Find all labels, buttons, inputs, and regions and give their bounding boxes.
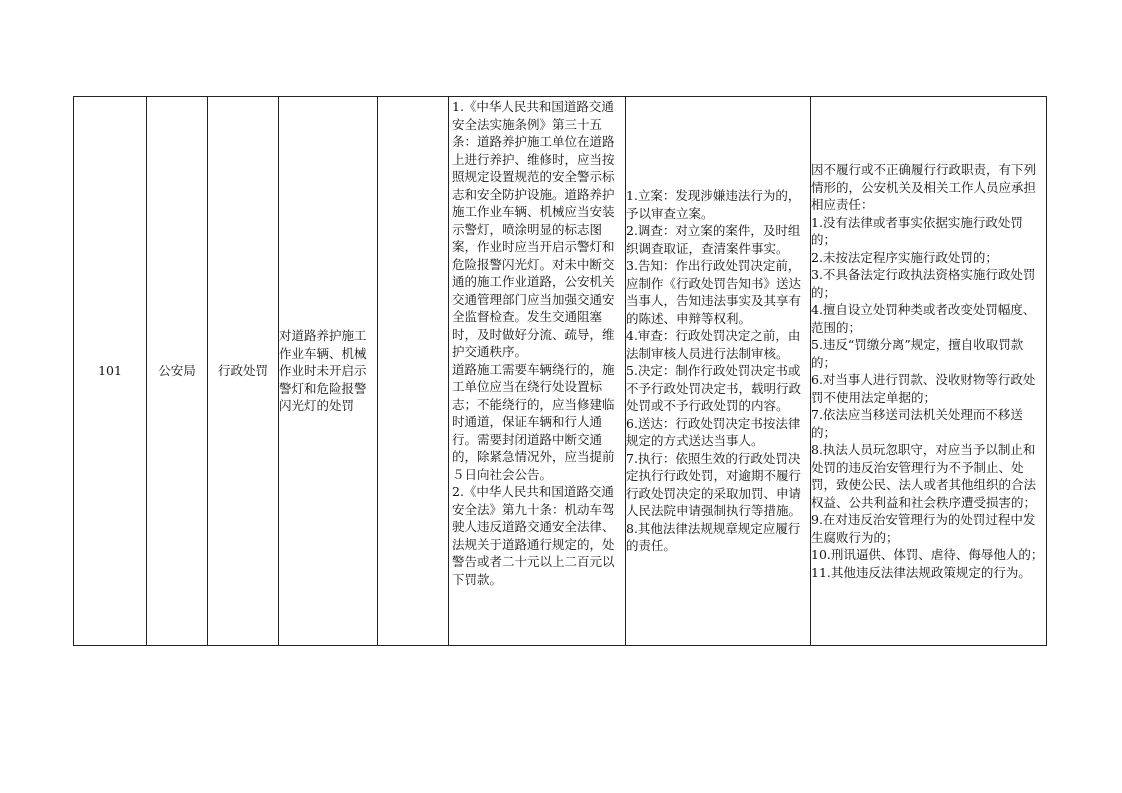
process-step: 6.送达：行政处罚决定书按法律规定的方式送达当事人。 xyxy=(626,415,801,449)
responsibility-item: 10.刑讯逼供、体罚、虐待、侮辱他人的； xyxy=(811,547,1044,562)
responsibility-item: 7.依法应当移送司法机关处理而不移送的； xyxy=(811,407,1023,440)
sub-item-cell xyxy=(378,97,449,646)
department-cell: 公安局 xyxy=(147,97,208,646)
basis-paragraph: 2.《中华人民共和国道路交通安全法》第九十条：机动车驾驶人违反道路交通安全法律、法规关于道路通行规定的，处警告或者二十元以上二百元以下罚款。 xyxy=(452,484,615,587)
responsibility-item: 2.未按法定程序实施行政处罚的； xyxy=(811,249,998,265)
responsibility-table xyxy=(73,96,1047,646)
responsibility-item: 6.对当事人进行罚款、没收财物等行政处罚不使用法定单据的； xyxy=(811,372,1036,405)
process-step: 3.告知：作出行政处罚决定前，应制作《行政处罚告知书》送达当事人，告知违法事实及其享有的陈述、申辩等权利。 xyxy=(626,258,802,326)
table-row xyxy=(74,97,1047,646)
row-number: 101 xyxy=(74,97,147,646)
process-step: 2.调查：对立案的案件，及时组织调查取证，查清案件事实。 xyxy=(626,223,801,256)
process-step: 4.审查：行政处罚决定之前，由法制审核人员进行法制审核。 xyxy=(626,328,801,361)
responsibility-item: 3.不具备法定行政执法资格实施行政处罚的； xyxy=(811,267,1036,300)
basis-paragraph: 道路施工需要车辆绕行的，施工单位应当在绕行处设置标志；不能绕行的，应当修建临时通道，保证车辆和行人通行。需要封闭道路中断交通的，除紧急情况外，应当提前５日向社会公告。 xyxy=(452,361,615,482)
process-step: 5.决定：制作行政处罚决定书或不予行政处罚决定书，载明行政处罚或不予行政处罚的内容。 xyxy=(626,363,802,414)
legal-basis-cell xyxy=(449,97,626,646)
process-step: 1.立案：发现涉嫌违法行为的，予以审查立案。 xyxy=(626,188,801,221)
responsibility-item: 1.没有法律或者事实依据实施行政处罚的； xyxy=(811,214,1023,247)
responsibility-cell xyxy=(811,97,1047,646)
responsibility-item: 8.执法人员玩忽职守，对应当予以制止和处罚的违反治安管理行为不予制止、处罚，致使公民、法人或者其他组织的合法权益、公共利益和社会秩序遭受损害的； xyxy=(811,442,1037,510)
responsibility-item: 4.擅自设立处罚种类或者改变处罚幅度、范围的； xyxy=(811,302,1036,335)
process-cell xyxy=(626,97,811,646)
responsibility-item: 因不履行或不正确履行行政职责，有下列情形的，公安机关及相关工作人员应承担相应责任： xyxy=(811,162,1037,212)
basis-paragraph: 1.《中华人民共和国道路交通安全法实施条例》第三十五条：道路养护施工单位在道路上进行养护、维修时，应当按照规定设置规范的安全警示标志和安全防护设施。道路养护施工作业车辆、机械应当安装示警灯，喷涂明显的标志图案，作业时应当开启示警灯和危险报警闪光灯。对未中断交通的施工作业道路，公安机关交通管理部门应当加强交通安全监督检查。发生交通阻塞时，及时做好分流、疏导，维护交通秩序。 xyxy=(452,99,615,359)
item-name-cell: 对道路养护施工作业车辆、机械作业时未开启示警灯和危险报警闪光灯的处罚 xyxy=(279,97,378,646)
category-cell: 行政处罚 xyxy=(208,97,279,646)
process-step: 7.执行：依照生效的行政处罚决定执行行政处罚，对逾期不履行行政处罚决定的采取加罚、申请人民法院申请强制执行等措施。 xyxy=(626,450,802,519)
process-step: 8.其他法律法规规章规定应履行的责任。 xyxy=(626,520,801,554)
responsibility-item: 9.在对违反治安管理行为的处罚过程中发生腐败行为的； xyxy=(811,512,1036,545)
responsibility-item: 5.违反“罚缴分离”规定，擅自收取罚款的； xyxy=(811,337,1024,370)
responsibility-item: 11.其他违反法律法规政策规定的行为。 xyxy=(811,564,1031,580)
